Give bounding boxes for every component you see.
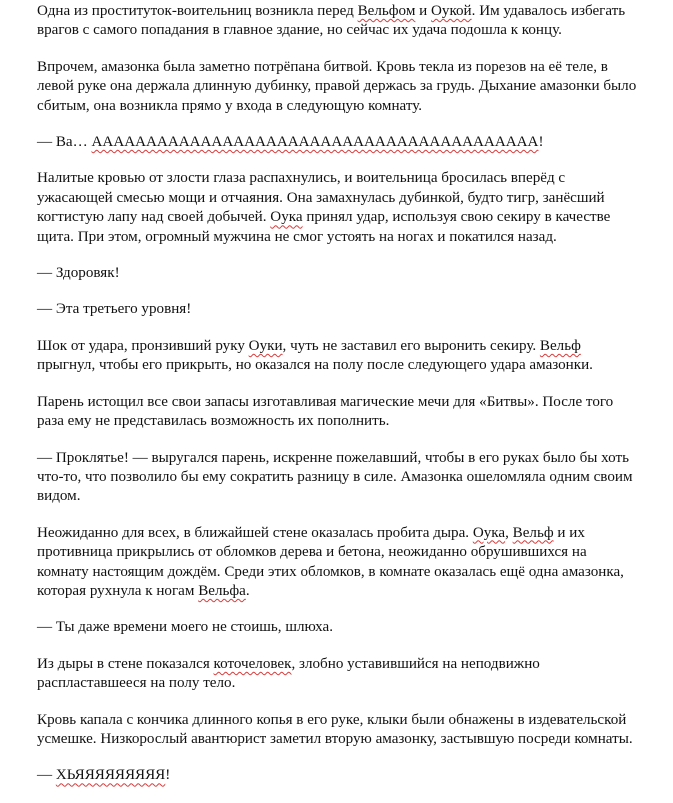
text-run: ! bbox=[165, 767, 171, 784]
text-run: — Эта третьего уровня! bbox=[37, 301, 192, 318]
text-run: — bbox=[37, 767, 56, 784]
paragraph bbox=[37, 766, 637, 785]
text-run: — Ты даже времени моего не стоишь, шлюха. bbox=[37, 619, 333, 636]
text-run: Кровь капала с кончика длинного копья в его руке, клыки были обнажены в издевательской усмешке. Низкорослый авантюрист заметил вторую амазонку, застывшую посреди комнаты. bbox=[37, 711, 633, 747]
text-run: и их противница прикрылись от обломков дерева и бетона, неожиданно обрушившихся на комнату настоящим дождём. Среди этих обломков, в комнате оказалась ещё одна амазонка, которая рухнула к ногам bbox=[37, 524, 624, 599]
text-run: , чуть не заставил его выронить секиру. bbox=[282, 337, 540, 354]
text-run: — Проклятье! — выругался парень, искренне пожелавший, чтобы в его руках было бы хоть что-то, что позволило бы ему сократить разницу в силе. Амазонка ошеломляла одним своим видом. bbox=[37, 449, 633, 505]
paragraph bbox=[37, 337, 637, 376]
paragraph bbox=[37, 300, 637, 319]
text-run: и bbox=[415, 3, 431, 19]
misspelled-word: коточеловек bbox=[213, 655, 292, 672]
text-run: Впрочем, амазонка была заметно потрёпана битвой. Кровь текла из порезов на её теле, в левой руке она держала длинную дубинку, правой держась за грудь. Дыхание амазонки было сбитым, она возникла прямо у входа в следующую комнату. bbox=[37, 58, 637, 114]
text-run: ! bbox=[538, 134, 544, 151]
paragraph bbox=[37, 58, 637, 116]
paragraph bbox=[37, 449, 637, 507]
misspelled-word: Оуки bbox=[248, 337, 283, 354]
text-run: прыгнул, чтобы его прикрыть, но оказался на полу после следующего удара амазонки. bbox=[37, 357, 593, 374]
misspelled-word: Оука bbox=[270, 209, 303, 226]
misspelled-word: ХЬЯЯЯЯЯЯЯЯЯ bbox=[55, 767, 166, 784]
paragraph bbox=[37, 133, 637, 152]
misspelled-word: Вельфа bbox=[198, 582, 246, 599]
misspelled-word: Оука bbox=[472, 524, 506, 541]
text-run: Одна из проституток-воительниц возникла перед bbox=[37, 3, 358, 19]
paragraph bbox=[37, 2, 637, 41]
document-text-body[interactable] bbox=[37, 2, 637, 803]
paragraph bbox=[37, 711, 637, 750]
text-run: Парень истощил все свои запасы изготавливая магические мечи для «Битвы». После того раза ему не представилась возможность их пополнить. bbox=[37, 393, 614, 430]
misspelled-word: ААААААААААААААААААААААААААААААААААААААААА bbox=[91, 134, 539, 151]
misspelled-word: Вельф bbox=[512, 524, 554, 541]
text-run: , bbox=[505, 524, 513, 541]
paragraph bbox=[37, 393, 637, 432]
text-run: , злобно уставившийся на неподвижно распластавшееся на полу тело. bbox=[37, 655, 540, 692]
misspelled-word: Вельф bbox=[539, 337, 581, 354]
text-run: — Здоровяк! bbox=[37, 265, 120, 282]
text-run: . Им удавалось избегать врагов с самого попадания в главное здание, но сейчас их удача подошла к концу. bbox=[37, 3, 626, 39]
text-run: — Ва… bbox=[37, 134, 92, 151]
paragraph bbox=[37, 618, 637, 637]
text-run: . bbox=[245, 582, 250, 599]
paragraph bbox=[37, 264, 637, 283]
paragraph bbox=[37, 655, 637, 694]
misspelled-word: Oукой bbox=[431, 3, 472, 19]
text-run: Из дыры в стене показался bbox=[37, 655, 214, 672]
text-run: принял удар, используя свою секиру в качестве щита. При этом, огромный мужчина не смог устоять на ногах и покатился назад. bbox=[37, 209, 611, 245]
text-run: Шок от удара, пронзивший руку bbox=[37, 337, 249, 354]
paragraph bbox=[37, 524, 637, 602]
paragraph bbox=[37, 169, 637, 247]
text-run: Неожиданно для всех, в ближайшей стене оказалась пробита дыра. bbox=[37, 524, 473, 541]
misspelled-word: Вельфом bbox=[357, 3, 416, 19]
text-run: Налитые кровью от злости глаза распахнулись, и воительница бросилась вперёд с ужасающей смесью мощи и отчаяния. Она замахнулась дубинкой, будто тигр, занёсший когтистую лапу над своей добычей. bbox=[37, 170, 605, 226]
